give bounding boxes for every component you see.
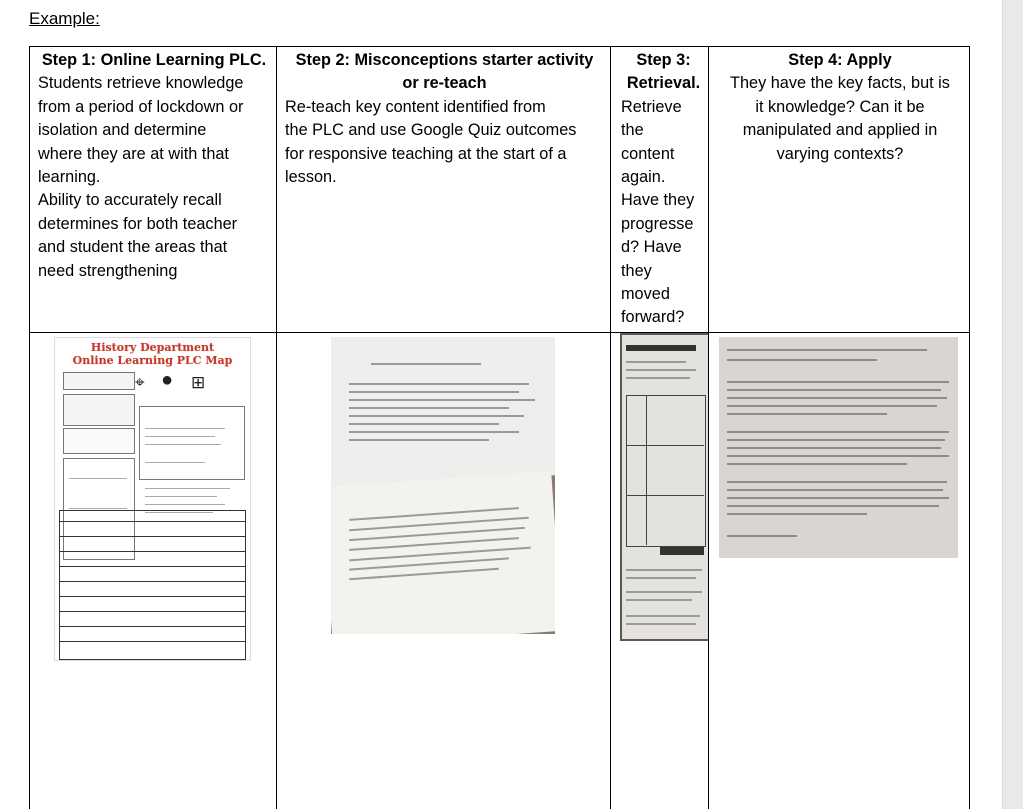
step1-image-cell [30, 332, 277, 809]
step4-cell [709, 47, 970, 333]
retrieval-sheet-photo [620, 333, 708, 641]
step3-line: moved [621, 285, 670, 304]
step3-line: they [621, 261, 652, 280]
example-label: Example: [29, 9, 100, 28]
step3-line: d? Have [621, 238, 682, 257]
step3-line: content [621, 144, 675, 163]
step4-line: manipulated and applied in [742, 121, 938, 140]
step3-title-line: Step 3: [636, 51, 691, 69]
map-location-icon: ⌖ [135, 372, 145, 392]
step3-line: again. [621, 168, 666, 187]
step2-image-cell [277, 332, 611, 809]
map-box [139, 406, 245, 480]
step2-title-line: or re-teach [402, 74, 487, 93]
map-box [63, 394, 135, 426]
step1-line: Ability to accurately recall [38, 191, 222, 210]
step1-line: from a period of lockdown or [38, 97, 244, 116]
step1-line: determines for both teacher [38, 214, 238, 233]
step1-line: Students retrieve knowledge [38, 74, 244, 93]
step1-line: isolation and determine [38, 121, 207, 140]
map-topic-grid [59, 510, 246, 660]
lightbulb-icon: ● [161, 368, 174, 391]
step1-line: need strengthening [38, 261, 178, 280]
steps-icon: ⊞ [191, 372, 206, 392]
plc-map-image [54, 337, 251, 661]
step3-title-line: Retrieval. [626, 74, 701, 93]
map-title-line2: Online Learning PLC Map [72, 353, 233, 367]
step3-cell [611, 47, 709, 333]
step1-line: and student the areas that [38, 238, 228, 257]
step3-line: progresse [621, 214, 694, 233]
steps-text-row [30, 47, 970, 333]
step3-line: the [621, 121, 644, 140]
step2-line: for responsive teaching at the start of a [285, 144, 567, 163]
steps-table [29, 46, 970, 809]
step1-line: learning. [38, 168, 101, 187]
worksheet-photo [331, 337, 555, 634]
step4-line: it knowledge? Can it be [755, 97, 925, 116]
step3-line: Have they [621, 191, 695, 210]
step3-image-cell [611, 332, 709, 809]
step2-line: Re-teach key content identified from [285, 97, 546, 116]
map-box [63, 428, 135, 454]
map-title-line1: History Department [90, 340, 215, 354]
step4-image-cell [709, 332, 970, 809]
step4-line: They have the key facts, but is [730, 74, 950, 93]
step1-cell [30, 47, 277, 333]
steps-image-row [30, 332, 970, 809]
map-box [63, 372, 135, 390]
step2-line: lesson. [285, 168, 337, 187]
step1-title: Step 1: Online Learning PLC. [41, 51, 267, 69]
vertical-scrollbar[interactable] [1002, 0, 1023, 809]
written-answer-screenshot [719, 337, 958, 558]
step1-line: where they are at with that [38, 144, 229, 163]
step4-title: Step 4: Apply [788, 51, 892, 69]
step4-line: varying contexts? [776, 144, 904, 163]
step2-cell [277, 47, 611, 333]
step2-line: the PLC and use Google Quiz outcomes [285, 121, 577, 140]
step2-title-line: Step 2: Misconceptions starter activity [295, 51, 594, 69]
step3-line: Retrieve [621, 97, 682, 116]
step3-line: forward? [621, 308, 685, 327]
